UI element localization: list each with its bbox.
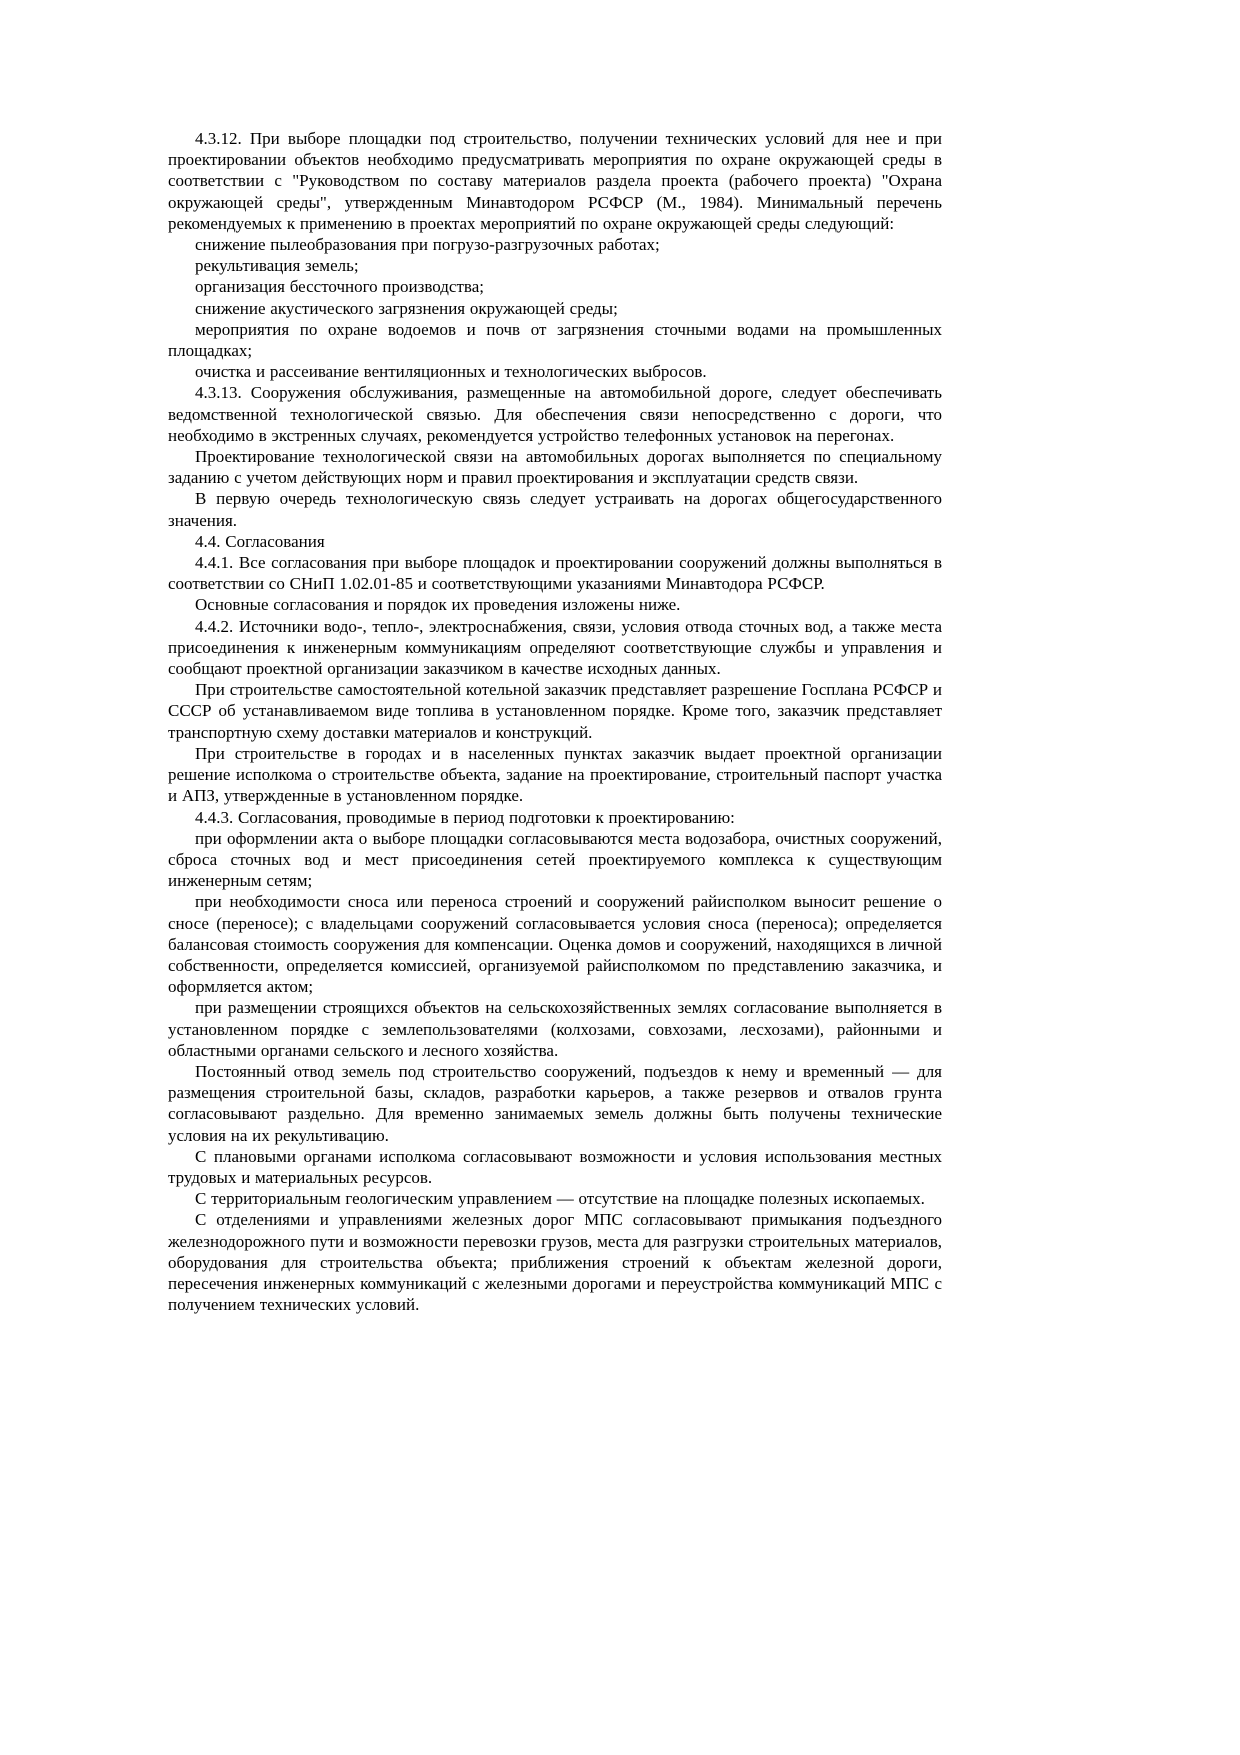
paragraph-geological: С территориальным геологическим управлением — отсутствие на площадке полезных ископаемых. — [195, 1189, 925, 1209]
paragraph-4-4-3: 4.4.3. Согласования, проводимые в период подготовки к проектированию: — [195, 807, 735, 827]
paragraph-demolition: при необходимости сноса или переноса строений и сооружений райисполком выносит решение о сносе (переносе); с владельцами сооружений согласовывается условия сноса (переноса); определяется балансовая стоимость сооружения для компенсации. Оценка домов и сооружений, находящихся в личной собственности, определяется комиссией, организуемой райисполкомом по представлению заказчика, и оформляется актом; — [168, 892, 942, 997]
paragraph-main-approvals: Основные согласования и порядок их проведения изложены ниже. — [195, 595, 681, 615]
list-item-dust: снижение пылеобразования при погрузо-разгрузочных работах; — [195, 235, 660, 255]
paragraph-agricultural-lands: при размещении строящихся объектов на сельскохозяйственных землях согласование выполняется в установленном порядке с землепользователями (колхозами, совхозами, лесхозами), районными и областными органами сельского и лесного хозяйства. — [168, 998, 942, 1060]
list-item-recultivation: рекультивация земель; — [195, 256, 359, 276]
document-text-block — [168, 128, 942, 1315]
heading-4-4: 4.4. Согласования — [195, 531, 325, 551]
paragraph-land-allocation: Постоянный отвод земель под строительство сооружений, подъездов к нему и временный — для размещения строительной базы, складов, разработки карьеров, а также резервов и отвалов грунта согласовывают раздельно. Для временно занимаемых земель должны быть получены технические условия на их рекультивацию. — [168, 1061, 942, 1145]
paragraph-boiler: При строительстве самостоятельной котельной заказчик представляет разрешение Госплана РСФСР и СССР об устанавливаемом виде топлива в установленном порядке. Кроме того, заказчик представляет транспортную схему доставки материалов и конструкций. — [168, 680, 942, 742]
list-item-ventilation: очистка и рассеивание вентиляционных и технологических выбросов. — [195, 362, 707, 382]
list-item-acoustic: снижение акустического загрязнения окружающей среды; — [195, 298, 618, 318]
paragraph-design-comm: Проектирование технологической связи на автомобильных дорогах выполняется по специальному заданию с учетом действующих норм и правил проектирования и эксплуатации средств связи. — [168, 447, 942, 488]
paragraph-cities: При строительстве в городах и в населенных пунктах заказчик выдает проектной организации решение исполкома о строительстве объекта, задание на проектирование, строительный паспорт участка и АПЗ, утвержденные в установленном порядке. — [168, 743, 942, 806]
list-item-production: организация бессточного производства; — [195, 277, 484, 297]
paragraph-planning-bodies: С плановыми органами исполкома согласовывают возможности и условия использования местных трудовых и материальных ресурсов. — [168, 1146, 942, 1187]
paragraph-railways: С отделениями и управлениями железных дорог МПС согласовывают примыкания подъездного железнодорожного пути и возможности перевозки грузов, места для разгрузки строительных материалов, оборудования для строительства объекта; приближения строений к объектам железной дороги, пересечения инженерных коммуникаций с железными дорогами и переустройства коммуникаций МПС с получением технических условий. — [168, 1210, 942, 1315]
paragraph-site-act: при оформлении акта о выборе площадки согласовываются места водозабора, очистных сооружений, сброса сточных вод и мест присоединения сетей проектируемого комплекса к существующим инженерным сетям; — [168, 828, 942, 891]
paragraph-4-4-2: 4.4.2. Источники водо-, тепло-, электроснабжения, связи, условия отвода сточных вод, а также места присоединения к инженерным коммуникациям определяют соответствующие службы и управления и сообщают проектной организации заказчиком в качестве исходных данных. — [168, 616, 942, 679]
paragraph-4-4-1: 4.4.1. Все согласования при выборе площадок и проектировании сооружений должны выполняться в соответствии со СНиП 1.02.01-85 и соответствующими указаниями Минавтодора РСФСР. — [168, 553, 942, 594]
paragraph-first-priority: В первую очередь технологическую связь следует устраивать на дорогах общегосударственного значения. — [168, 489, 942, 530]
list-item-water-protection: мероприятия по охране водоемов и почв от загрязнения сточными водами на промышленных площадках; — [168, 319, 942, 361]
paragraph-4-3-12: 4.3.12. При выборе площадки под строительство, получении технических условий для нее и при проектировании объектов необходимо предусматривать мероприятия по охране окружающей среды в соответствии с "Руководством по составу материалов раздела проекта (рабочего проекта) "Охрана окружающей среды", утвержденным Минавтодором РСФСР (М., 1984). Минимальный перечень рекомендуемых к применению в проектах мероприятий по охране окружающей среды следующий: — [168, 129, 942, 233]
paragraph-4-3-13: 4.3.13. Сооружения обслуживания, размещенные на автомобильной дороге, следует обеспечивать ведомственной технологической связью. Для обеспечения связи непосредственно с дороги, что необходимо в экстренных случаях, рекомендуется устройство телефонных установок на перегонах. — [168, 383, 942, 445]
